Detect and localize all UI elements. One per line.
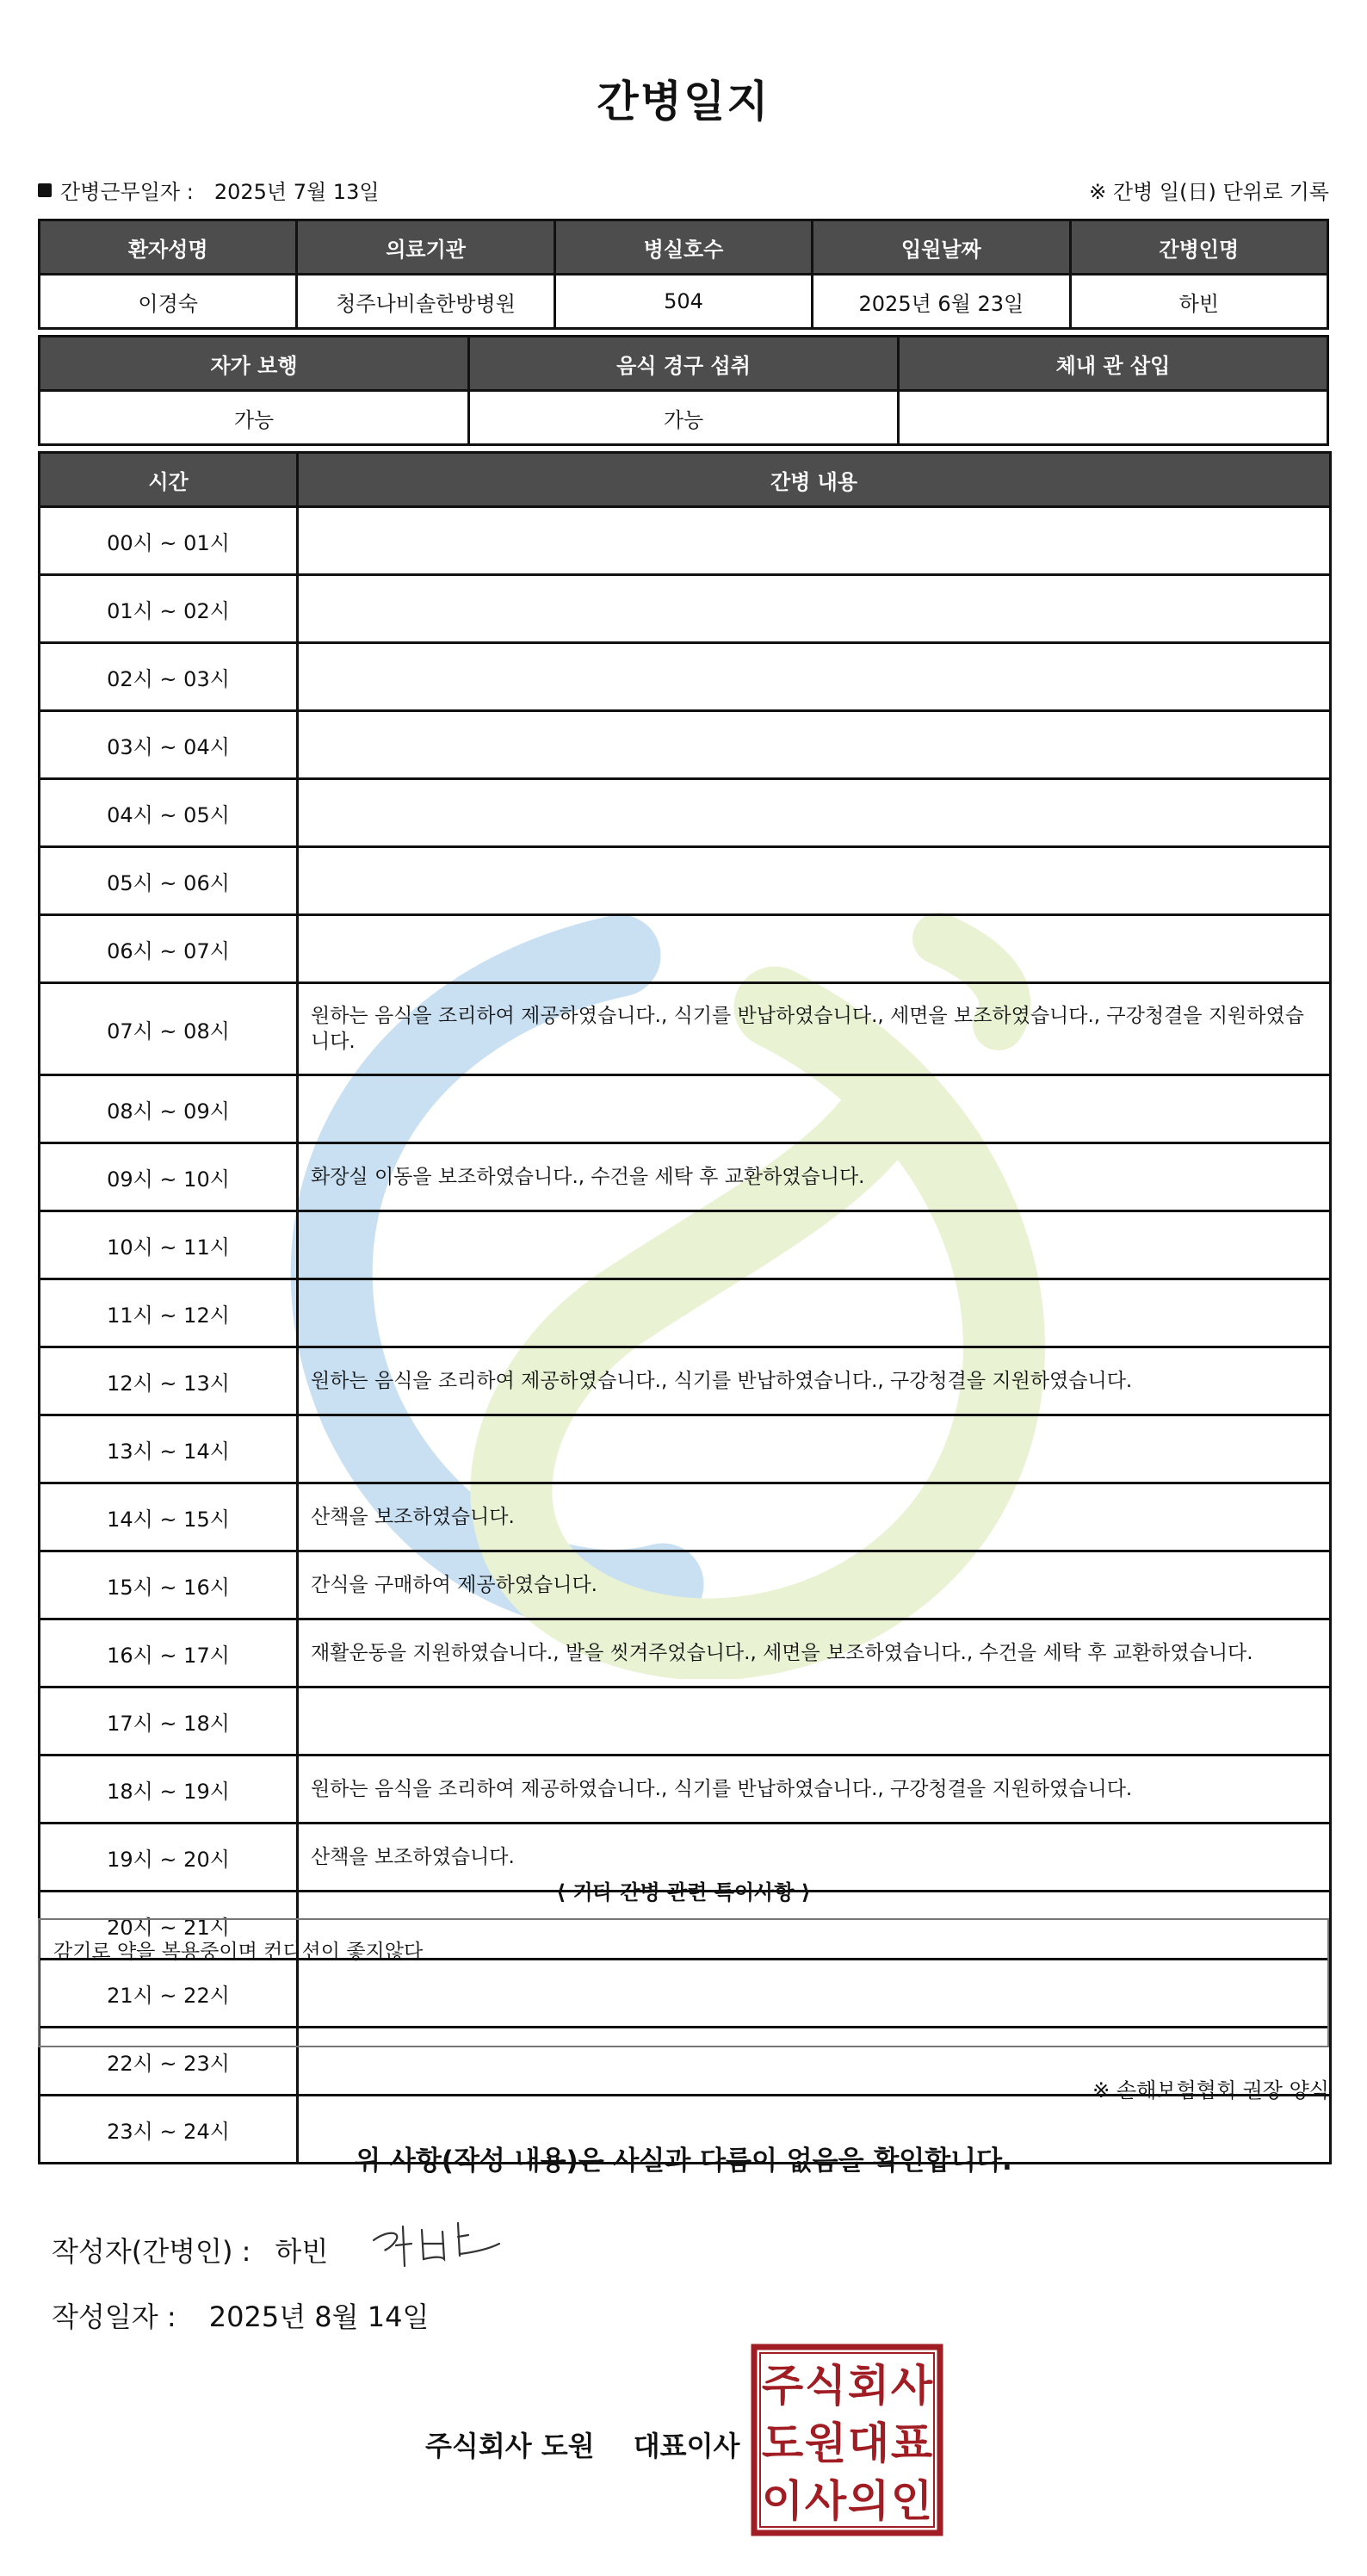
institution-name: 청주나비솔한방병원 [297, 275, 554, 329]
notes-box [38, 1918, 1329, 2047]
log-time: 16시 ~ 17시 [40, 1619, 298, 1687]
seal-glyph: 식 [804, 2361, 847, 2411]
work-date-value: 2025년 7월 13일 [213, 180, 380, 204]
log-content [298, 1279, 1331, 1347]
care-log-row [40, 915, 1331, 983]
care-log-table [38, 451, 1332, 2164]
log-time: 07시 ~ 08시 [40, 983, 298, 1075]
care-log-row [40, 1347, 1331, 1415]
care-log-row [40, 1551, 1331, 1619]
patient-info-table [38, 219, 1329, 330]
seal-glyph: 회 [847, 2361, 890, 2411]
log-time: 09시 ~ 10시 [40, 1143, 298, 1211]
care-log-row [40, 983, 1331, 1075]
log-time: 12시 ~ 13시 [40, 1347, 298, 1415]
square-bullet-icon [38, 183, 52, 197]
log-time: 17시 ~ 18시 [40, 1687, 298, 1756]
work-date-label: 간병근무일자 : [60, 180, 194, 204]
care-log-row [40, 1483, 1331, 1551]
log-content [298, 1415, 1331, 1483]
writer-line [52, 2230, 328, 2269]
written-date-value: 2025년 8월 14일 [208, 2300, 430, 2333]
log-time: 11시 ~ 12시 [40, 1279, 298, 1347]
log-time: 06시 ~ 07시 [40, 915, 298, 983]
patient-info-header-row [40, 220, 1328, 275]
log-time: 08시 ~ 09시 [40, 1075, 298, 1143]
log-time: 04시 ~ 05시 [40, 779, 298, 847]
header-patient-name: 환자성명 [40, 220, 297, 275]
care-log-row [40, 575, 1331, 643]
oral-intake-value: 가능 [469, 391, 899, 445]
writer-label: 작성자(간병인) : [52, 2235, 251, 2268]
log-time: 23시 ~ 24시 [40, 2096, 298, 2164]
header-institution: 의료기관 [297, 220, 554, 275]
care-log-row [40, 1687, 1331, 1756]
log-time: 15시 ~ 16시 [40, 1551, 298, 1619]
log-content [298, 1075, 1331, 1143]
seal-glyph: 이 [761, 2476, 804, 2526]
log-time: 01시 ~ 02시 [40, 575, 298, 643]
seal-glyph: 표 [890, 2418, 933, 2468]
care-log-row [40, 1415, 1331, 1483]
log-content: 원하는 음식을 조리하여 제공하였습니다., 식기를 반납하였습니다., 구강청결을 지원하였습니다. [298, 1347, 1331, 1415]
log-content: 원하는 음식을 조리하여 제공하였습니다., 식기를 반납하였습니다., 세면을 보조하였습니다., 구강청결을 지원하였습니다. [298, 983, 1331, 1075]
seal-glyph: 사 [804, 2476, 847, 2526]
log-content [298, 1687, 1331, 1756]
care-log-row [40, 643, 1331, 711]
log-content [298, 643, 1331, 711]
seal-glyph: 주 [761, 2361, 804, 2411]
writer-name: 하빈 [275, 2235, 329, 2268]
log-time: 18시 ~ 19시 [40, 1756, 298, 1824]
header-oral-intake: 음식 경구 섭취 [469, 337, 899, 391]
seal-glyph: 사 [890, 2361, 933, 2411]
log-content [298, 779, 1331, 847]
log-content: 간식을 구매하여 제공하였습니다. [298, 1551, 1331, 1619]
company-name: 주식회사 도원 [425, 2430, 595, 2462]
written-date-label: 작성일자 : [52, 2300, 176, 2333]
log-content [298, 711, 1331, 779]
seal-glyph: 원 [804, 2418, 847, 2468]
self-walking-value: 가능 [40, 391, 469, 445]
care-log-row [40, 779, 1331, 847]
log-time: 22시 ~ 23시 [40, 2028, 298, 2096]
company-line [425, 2424, 739, 2464]
log-content [298, 575, 1331, 643]
seal-glyph: 대 [847, 2418, 890, 2468]
header-caregiver-name: 간병인명 [1070, 220, 1327, 275]
log-content: 산책을 보조하였습니다. [298, 1483, 1331, 1551]
care-log-row [40, 1075, 1331, 1143]
log-content: 원하는 음식을 조리하여 제공하였습니다., 식기를 반납하였습니다., 구강청결을 지원하였습니다. [298, 1756, 1331, 1824]
log-content: 화장실 이동을 보조하였습니다., 수건을 세탁 후 교환하였습니다. [298, 1143, 1331, 1211]
seal-glyph: 의 [847, 2476, 890, 2526]
header-room-number: 병실호수 [554, 220, 812, 275]
header-admission-date: 입원날짜 [813, 220, 1070, 275]
patient-status-header-row [40, 337, 1328, 391]
caregiver-name: 하빈 [1070, 275, 1327, 329]
tube-insertion-value [899, 391, 1328, 445]
log-content [298, 1211, 1331, 1279]
association-note: ※ 손해보험협회 권장 양식 [1092, 2078, 1329, 2102]
confirmation-statement: 위 사항(작성 내용)은 사실과 다름이 없음을 확인합니다. [355, 2146, 1012, 2177]
log-content [298, 847, 1331, 915]
log-content [298, 915, 1331, 983]
care-log-header-row [40, 453, 1331, 507]
handwritten-signature [362, 2214, 508, 2275]
log-content: 산책을 보조하였습니다. [298, 1824, 1331, 1892]
header-care-content: 간병 내용 [298, 453, 1331, 507]
company-seal-stamp [751, 2344, 943, 2536]
log-time: 14시 ~ 15시 [40, 1483, 298, 1551]
log-time: 13시 ~ 14시 [40, 1415, 298, 1483]
written-date-line [52, 2295, 429, 2335]
care-log-row [40, 1619, 1331, 1687]
log-time: 03시 ~ 04시 [40, 711, 298, 779]
document-title: 간병일지 [597, 77, 770, 127]
seal-glyph: 도 [761, 2418, 804, 2468]
log-time: 19시 ~ 20시 [40, 1824, 298, 1892]
log-content [298, 507, 1331, 575]
care-log-row [40, 1279, 1331, 1347]
seal-glyph: 인 [890, 2476, 933, 2526]
patient-name: 이경숙 [40, 275, 297, 329]
care-log-row [40, 1211, 1331, 1279]
notes-text: 감기로 약을 복용중이며 컨디션이 좋지않다 [53, 1941, 424, 1963]
log-time: 21시 ~ 22시 [40, 1960, 298, 2028]
care-log-row [40, 1143, 1331, 1211]
room-number: 504 [554, 275, 812, 329]
work-date-line [38, 175, 380, 205]
log-time: 05시 ~ 06시 [40, 847, 298, 915]
care-log-row [40, 507, 1331, 575]
admission-date: 2025년 6월 23일 [813, 275, 1070, 329]
unit-note: ※ 간병 일(日) 단위로 기록 [1089, 180, 1329, 204]
care-log-row [40, 711, 1331, 779]
notes-heading: ⟨ 기타 간병 관련 특이사항 ⟩ [556, 1880, 811, 1904]
log-time: 10시 ~ 11시 [40, 1211, 298, 1279]
header-time: 시간 [40, 453, 298, 507]
log-time: 02시 ~ 03시 [40, 643, 298, 711]
log-content: 재활운동을 지원하였습니다., 발을 씻겨주었습니다., 세면을 보조하였습니다., 수건을 세탁 후 교환하였습니다. [298, 1619, 1331, 1687]
care-log-row [40, 1756, 1331, 1824]
patient-status-table [38, 335, 1329, 446]
patient-status-value-row [40, 391, 1328, 445]
care-log-row [40, 847, 1331, 915]
header-self-walking: 자가 보행 [40, 337, 469, 391]
patient-info-value-row [40, 275, 1328, 329]
log-time: 20시 ~ 21시 [40, 1892, 298, 1960]
log-time: 00시 ~ 01시 [40, 507, 298, 575]
representative-title: 대표이사 [633, 2430, 740, 2462]
header-tube-insertion: 체내 관 삽입 [899, 337, 1328, 391]
